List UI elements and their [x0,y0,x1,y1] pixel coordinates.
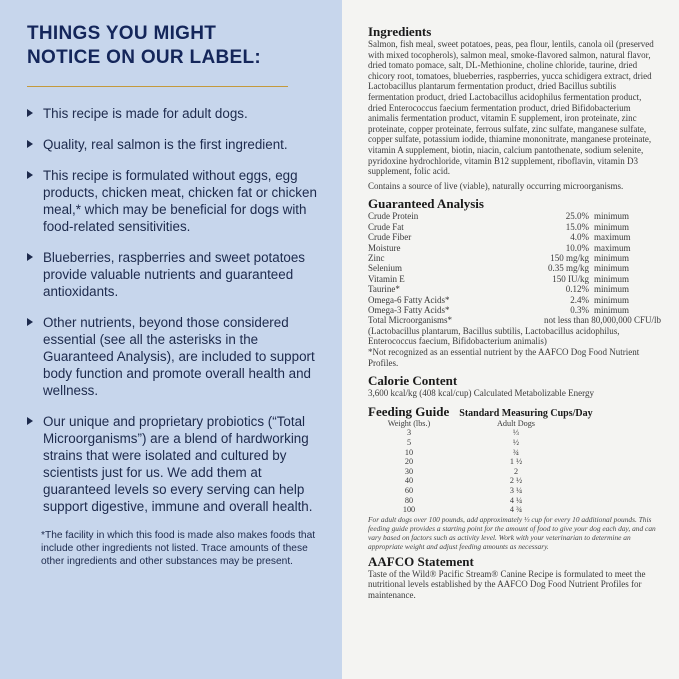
feeding-cups: ¾ [512,447,520,457]
analysis-unit: minimum [594,304,630,315]
analysis-unit: minimum [594,221,630,232]
feeding-guide-subtitle: Standard Measuring Cups/Day [459,407,593,419]
analysis-value: 25.0% [565,211,589,222]
analysis-row [368,232,635,242]
feeding-weight: 80 [404,495,414,505]
analysis-name: Crude Protein [368,211,419,222]
analysis-unit: maximum [594,232,631,243]
feeding-cups: 2 [513,466,519,476]
bullet-item [27,167,320,235]
ingredients-text: Salmon, fish meal, sweet potatoes, peas, pea flour, lentils, canola oil (preserved with mixed tocopherols), salmon meal, smoke-flavored salmon, natural flavor, dried tomato pomace, salt, DL-Methionine, choline chloride, taurine, dried chicory root, tomatoes, blueberries, raspberries, yucca schidigera extract, dried Lactobacillus plantarum fermentation product, dried Bacillus subtilis fermentation product, dried Lactobacillus acidophilus fermentation product, dried Enterococcus faecium fermentation product, dried Bifidobacterium animalis fermentation product, vitamin E supplement, iron proteinate, zinc proteinate, copper proteinate, ferrous sulfate, zinc sulfate, manganese sulfate, copper sulfate, potassium iodide, thiamine mononitrate, manganese proteinate, vitamin A supplement, biotin, niacin, calcium pantothenate, sodium selenite, pyridoxine hydrochloride, vitamin B12 supplement, riboflavin, vitamin D3 supplement, folic acid. [368,39,654,177]
microorganisms-row [368,315,661,325]
bullet-item [27,136,320,153]
analysis-value: 0.12% [565,284,589,295]
analysis-unit: minimum [594,252,630,263]
triangle-bullet-icon [27,417,33,425]
analysis-row [368,211,635,221]
panel-title-line1: THINGS YOU MIGHT [27,23,217,44]
label-panel [342,0,679,679]
bullet-text: Other nutrients, beyond those considered essential (see all the asterisks in the Guaranteed Analysis), are included to support body function and promote overall health and wellness. [43,315,315,398]
feeding-cups: 3 ¼ [509,485,523,495]
gold-divider [27,86,288,87]
bullet-text: This recipe is formulated without eggs, egg products, chicken meat, chicken fat or chicken meal,* which may be beneficial for dogs with food-related sensitivities. [43,168,317,234]
aafco-text: Taste of the Wild® Pacific Stream® Canine Recipe is formulated to meet the nutritional levels established by the AAFCO Dog Food Nutrient Profiles for maintenance. [368,568,646,600]
analysis-value: 2.4% [570,294,589,305]
analysis-value: 150 IU/kg [552,273,589,284]
bullet-text: Our unique and proprietary probiotics (“Total Microorganisms”) are a blend of hardworking strains that were isolated and cultured by scientists just for us. We add them at guaranteed levels so every serving can help support digestive, immune and overall health. [43,414,313,514]
panel-title [27,22,320,70]
feeding-weight: 40 [404,476,414,486]
micro-value: not less than 80,000,000 CFU/lb [543,315,661,326]
triangle-bullet-icon [27,318,33,326]
feeding-cups: 2 ½ [509,476,523,486]
feeding-guide-heading: Feeding Guide [368,403,450,419]
feeding-row [372,496,586,506]
analysis-row [368,253,635,263]
analysis-row [368,243,635,253]
analysis-value: 10.0% [565,242,589,253]
analysis-unit: minimum [594,284,630,295]
feeding-cups: 4 ¼ [509,495,523,505]
feeding-row [372,486,586,496]
triangle-bullet-icon [27,140,33,148]
analysis-name: Vitamin E [368,273,405,284]
feeding-table [372,419,586,515]
analysis-value: 0.3% [570,304,589,315]
analysis-name: Selenium [368,263,402,274]
analysis-row [368,222,635,232]
triangle-bullet-icon [27,171,33,179]
aafco-footnote: *Not recognized as an essential nutrient by the AAFCO Dog Food Nutrient Profiles. [368,346,640,368]
feeding-weight: 60 [404,485,414,495]
analysis-name: Omega-3 Fatty Acids* [368,304,450,315]
aafco-heading: AAFCO Statement [368,553,474,569]
feeding-cups: 1 ½ [509,457,523,467]
feeding-weight: 100 [402,505,416,515]
feeding-row [372,438,586,448]
analysis-unit: maximum [594,242,631,253]
bullet-item [27,105,320,122]
analysis-name: Omega-6 Fatty Acids* [368,294,450,305]
analysis-name: Taurine* [368,284,400,295]
feeding-row [372,428,586,438]
guaranteed-analysis-table [368,211,635,315]
facility-footnote: *The facility in which this food is made also makes foods that include other ingredients not listed. Trace amounts of these other ingredients and other substances may be present. [41,530,316,567]
feeding-cups: ½ [512,437,520,447]
ingredients-heading: Ingredients [368,24,432,39]
bullet-text: This recipe is made for adult dogs. [43,106,248,121]
analysis-row [368,295,635,305]
feeding-weight: 3 [406,428,412,438]
bullet-text: Quality, real salmon is the first ingredient. [43,137,288,152]
feeding-guide-header [368,405,659,419]
feeding-cups: ⅓ [512,428,520,438]
analysis-value: 4.0% [570,232,589,243]
analysis-unit: minimum [594,294,630,305]
feeding-weight: 20 [404,457,414,467]
triangle-bullet-icon [27,253,33,261]
analysis-row [368,263,635,273]
analysis-unit: minimum [594,273,630,284]
triangle-bullet-icon [27,109,33,117]
analysis-unit: minimum [594,211,630,222]
feeding-row [372,505,586,515]
bullet-item [27,413,320,515]
analysis-name: Crude Fat [368,221,404,232]
calorie-text: 3,600 kcal/kg (408 kcal/cup) Calculated Metabolizable Energy [368,388,595,399]
feeding-weight: 5 [406,437,412,447]
bullet-item [27,249,320,300]
calorie-heading: Calorie Content [368,373,458,389]
live-microorganisms-note: Contains a source of live (viable), naturally occurring microorganisms. [368,180,624,191]
feeding-cups: 4 ¾ [509,505,523,515]
feeding-row [372,457,586,467]
guaranteed-analysis-heading: Guaranteed Analysis [368,196,484,212]
analysis-row [368,274,635,284]
feeding-row [372,467,586,477]
micro-strains: (Lactobacillus plantarum, Bacillus subtilis, Lactobacillus acidophilus, Enterococcus faecium, Bifidobacterium animalis) [368,325,620,347]
analysis-unit: minimum [594,263,630,274]
analysis-row [368,305,635,315]
analysis-name: Moisture [368,242,401,253]
feeding-row [372,476,586,486]
analysis-name: Zinc [368,252,385,263]
analysis-value: 150 mg/kg [550,252,589,263]
analysis-row [368,284,635,294]
feeding-weight: 10 [404,447,414,457]
bullet-text: Blueberries, raspberries and sweet potatoes provide valuable nutrients and guaranteed antioxidants. [43,250,306,299]
micro-name: Total Microorganisms* [368,315,452,326]
col-weight-header: Weight (lbs.) [387,418,431,428]
analysis-value: 15.0% [565,221,589,232]
bullet-list [27,105,320,515]
bullet-item [27,314,320,399]
feeding-row [372,448,586,458]
col-cups-header: Adult Dogs [497,418,535,428]
feeding-weight: 30 [404,466,414,476]
analysis-value: 0.35 mg/kg [547,263,589,274]
feeding-note: For adult dogs over 100 pounds, add approximately ⅓ cup for every 10 additional pounds. This feeding guide provides a starting point for the amount of food to give your dog each day, and can vary based on factors such as activity level. Work with your veterinarian to determine an appropriate weight and adjust feeding amounts as necessary. [368,514,656,551]
panel-title-line2: NOTICE ON OUR LABEL: [27,47,261,68]
analysis-name: Crude Fiber [368,232,412,243]
